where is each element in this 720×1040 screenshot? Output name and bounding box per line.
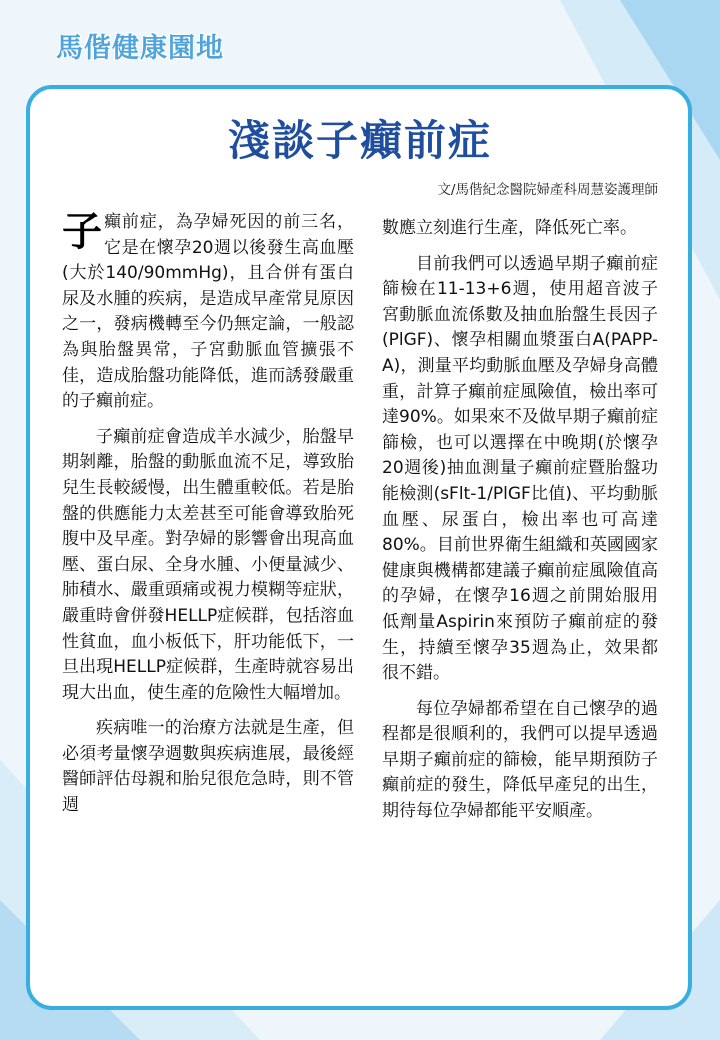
article-paragraph: 子癲前症會造成羊水減少，胎盤早期剝離，胎盤的動脈血流不足，導致胎兒生長較緩慢，出生體重較低。若是胎盤的供應能力太差甚至可能會導致胎死腹中及早產。對孕婦的影響會出現高血壓、蛋白尿、全身水腫、小便量減少、肺積水、嚴重頭痛或視力模糊等症狀，嚴重時會併發HELLP症候群，包括溶血性貧血，血小板低下，肝功能低下，一旦出現HELLP症候群，生產時就容易出現大出血，使生產的危險性大幅增加。 xyxy=(62,426,354,703)
article-paragraph: 數應立刻進行生產，降低死亡率。 xyxy=(382,218,637,238)
article-title: 淺談子癲前症 xyxy=(227,116,492,165)
article-column-left xyxy=(62,210,354,829)
paragraph-text: 癲前症，為孕婦死因的前三名，它是在懷孕20週以後發生高血壓(大於140/90mmHg)，且合併有蛋白尿及水腫的疾病，是造成早產常見原因之一，發病機轉至今仍無定論，一般認為與胎盤異常，子宮動脈血管擴張不佳，造成胎盤功能降低，進而誘發嚴重的子癲前症。 xyxy=(62,212,354,412)
article-author: 文/馬偕紀念醫院婦產科周慧姿護理師 xyxy=(437,182,658,198)
article-paragraph: 目前我們可以透過早期子癲前症篩檢在11-13+6週，使用超音波子宮動脈血流係數及抽血胎盤生長因子(PlGF)、懷孕相關血漿蛋白A(PAPP-A)，測量平均動脈血壓及孕婦身高體重，計算子癲前症風險值，檢出率可達90%。如果來不及做早期子癲前症篩檢，也可以選擇在中晚期(於懷孕20週後)抽血測量子癲前症暨胎盤功能檢測(sFlt-1/PlGF比值)、平均動脈血壓、尿蛋白，檢出率也可高達80%。目前世界衛生組織和英國國家健康與機構都建議子癲前症風險值高的孕婦，在懷孕16週之前開始服用低劑量Aspirin來預防子癲前症的發生，持續至懷孕35週為止，效果都很不錯。 xyxy=(382,253,658,684)
section-heading: 馬偕健康園地 xyxy=(56,33,224,64)
article-column-right xyxy=(382,216,658,835)
article-paragraph: 每位孕婦都希望在自己懷孕的過程都是很順利的，我們可以提早透過早期子癲前症的篩檢，能早期預防子癲前症的發生，降低早產兒的出生，期待每位孕婦都能平安順產。 xyxy=(382,698,658,822)
article-paragraph xyxy=(62,210,354,415)
article-paragraph: 疾病唯一的治療方法就是生產，但必須考量懷孕週數與疾病進展，最後經醫師評估母親和胎兒很危急時，則不管週 xyxy=(62,718,354,816)
drop-cap: 子 xyxy=(62,209,102,255)
